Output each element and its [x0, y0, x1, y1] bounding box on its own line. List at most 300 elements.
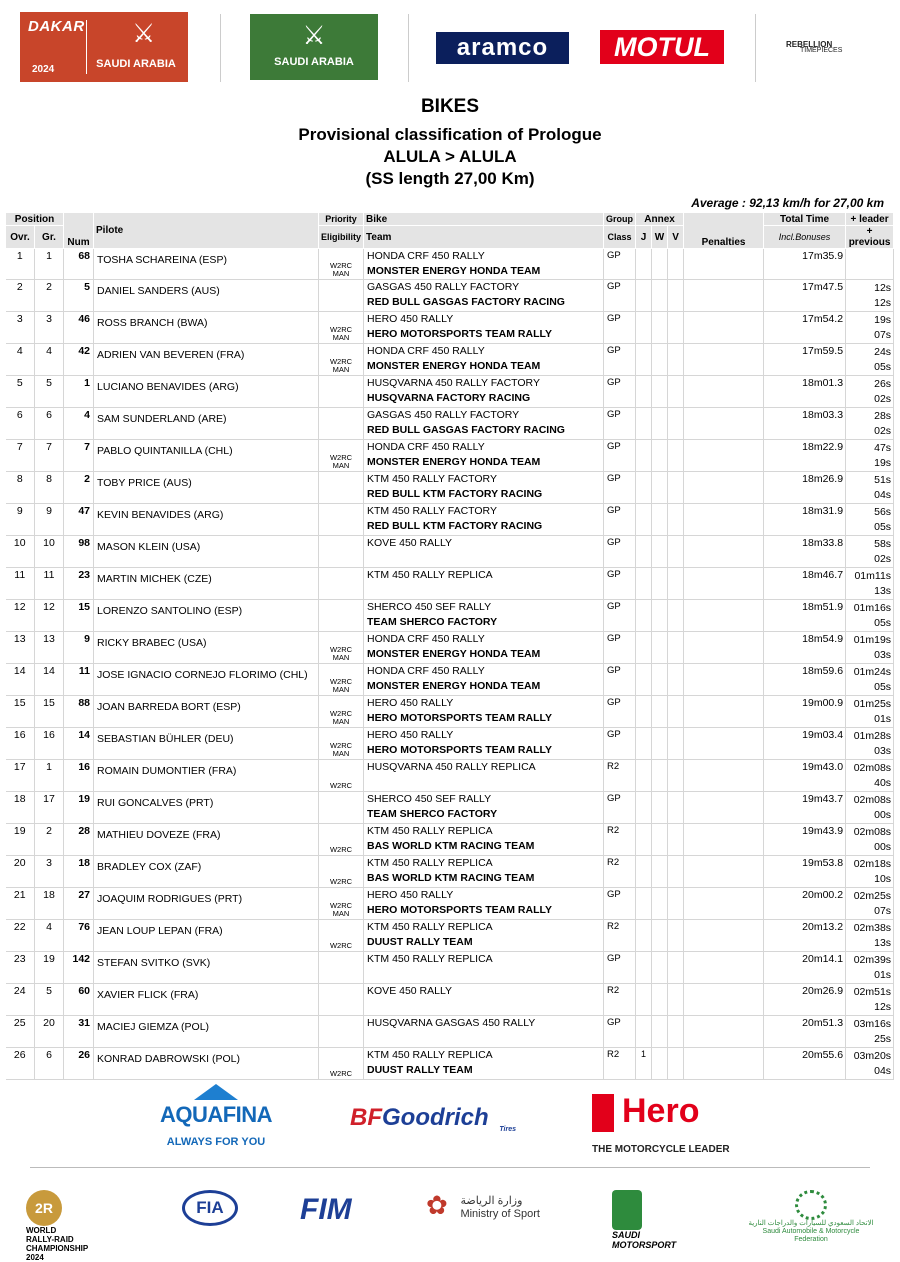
- saudi-motorsport-logo: [612, 1190, 708, 1250]
- table-row: [6, 312, 894, 344]
- header-divider: [755, 14, 756, 82]
- group-class: R2: [604, 824, 636, 856]
- race-number: 142: [64, 952, 94, 984]
- pilot-name: DANIEL SANDERS (AUS): [94, 280, 319, 312]
- table-row: [6, 984, 894, 1016]
- pilot-name: MARTIN MICHEK (CZE): [94, 568, 319, 600]
- priority-eligibility: [319, 440, 364, 472]
- group-position: 15: [35, 696, 64, 728]
- penalties: [684, 920, 764, 952]
- stage-length: (SS length 27,00 Km): [365, 169, 535, 188]
- group-class: GP: [604, 632, 636, 664]
- priority-eligibility: [319, 1016, 364, 1048]
- annex-j: [636, 376, 652, 408]
- annex-v: [668, 920, 684, 952]
- classification-table: [5, 212, 894, 1080]
- annex-j: 1: [636, 1048, 652, 1080]
- annex-j: [636, 952, 652, 984]
- team-name: TEAM SHERCO FACTORY: [367, 808, 498, 821]
- samf-english: Saudi Automobile & Motorcycle Federation: [762, 1228, 860, 1243]
- pilot-name: SEBASTIAN BÜHLER (DEU): [94, 728, 319, 760]
- group-class: GP: [604, 696, 636, 728]
- group-class: GP: [604, 664, 636, 696]
- team-name: HERO MOTORSPORTS TEAM RALLY: [367, 712, 552, 725]
- penalties: [684, 312, 764, 344]
- priority-label: W2RC: [329, 453, 353, 463]
- bike-model: HONDA CRF 450 RALLY: [367, 633, 485, 646]
- table-row: [6, 856, 894, 888]
- total-time: 18m46.7: [764, 568, 846, 600]
- overall-position: 19: [6, 824, 35, 856]
- group-position: 13: [35, 632, 64, 664]
- gap-to-previous: 10s: [874, 873, 892, 886]
- bike-team: [364, 632, 604, 664]
- gap-to-leader: 51s: [874, 474, 892, 487]
- gap-to-previous: 03s: [874, 649, 892, 662]
- gap-to-leader: 01m25s: [853, 698, 892, 711]
- table-row: [6, 632, 894, 664]
- gap-to-previous: 02s: [874, 425, 892, 438]
- penalties: [684, 568, 764, 600]
- gap-to-leader: 02m08s: [853, 794, 892, 807]
- class-header: Class: [604, 226, 636, 249]
- annex-w: [652, 696, 668, 728]
- table-row: [6, 280, 894, 312]
- race-number: 27: [64, 888, 94, 920]
- fia-name: FIA: [182, 1190, 238, 1226]
- stage-route: ALULA > ALULA: [383, 147, 517, 166]
- group-class: GP: [604, 472, 636, 504]
- bike-team: [364, 440, 604, 472]
- annex-v: [668, 824, 684, 856]
- group-class: GP: [604, 952, 636, 984]
- pilot-name: KEVIN BENAVIDES (ARG): [94, 504, 319, 536]
- gap-to-previous: 01s: [874, 969, 892, 982]
- race-number: 2: [64, 472, 94, 504]
- penalties: [684, 728, 764, 760]
- bike-team: [364, 1048, 604, 1080]
- bike-team: [364, 856, 604, 888]
- ministry-of-sport-logo: [426, 1190, 562, 1234]
- annex-v: [668, 696, 684, 728]
- total-time: 18m26.9: [764, 472, 846, 504]
- position-header: Position: [6, 213, 64, 226]
- gap: [846, 888, 894, 920]
- priority-sub-label: MAN: [332, 908, 350, 918]
- bike-team: [364, 536, 604, 568]
- gr-header: Gr.: [35, 226, 64, 249]
- team-name: RED BULL GASGAS FACTORY RACING: [367, 296, 565, 309]
- annex-j-header: J: [636, 226, 652, 249]
- race-number: 88: [64, 696, 94, 728]
- annex-w: [652, 888, 668, 920]
- category-title: BIKES: [420, 96, 480, 117]
- leader-header: + leader: [846, 213, 894, 226]
- bike-team: [364, 408, 604, 440]
- fim-logo: FIM: [300, 1193, 352, 1226]
- gap: [846, 536, 894, 568]
- total-time: 19m43.0: [764, 760, 846, 792]
- bike-team: [364, 792, 604, 824]
- bike-model: KOVE 450 RALLY: [367, 985, 453, 998]
- gap-to-previous: 12s: [874, 297, 892, 310]
- gap: [846, 440, 894, 472]
- team-name: DUUST RALLY TEAM: [367, 936, 473, 949]
- annex-v: [668, 568, 684, 600]
- penalties: [684, 344, 764, 376]
- race-number: 19: [64, 792, 94, 824]
- total-time: 20m51.3: [764, 1016, 846, 1048]
- gap-to-leader: 28s: [874, 410, 892, 423]
- annex-w: [652, 536, 668, 568]
- gap-to-previous: 05s: [874, 521, 892, 534]
- bike-model: KTM 450 RALLY REPLICA: [367, 1049, 493, 1062]
- bike-model: KOVE 450 RALLY: [367, 537, 453, 550]
- gap: [846, 1016, 894, 1048]
- annex-v: [668, 888, 684, 920]
- footer-divider: [30, 1167, 870, 1168]
- annex-w: [652, 952, 668, 984]
- classification-title: Provisional classification of Prologue: [298, 125, 602, 144]
- annex-w: [652, 600, 668, 632]
- annex-w: [652, 376, 668, 408]
- race-number: 5: [64, 280, 94, 312]
- group-position: 3: [35, 312, 64, 344]
- penalties: [684, 1048, 764, 1080]
- penalties: [684, 888, 764, 920]
- bike-team: [364, 952, 604, 984]
- group-position: 5: [35, 984, 64, 1016]
- bike-model: HERO 450 RALLY: [367, 313, 454, 326]
- average-speed: Average : 92,13 km/h for 27,00 km: [691, 196, 884, 210]
- group-position: 9: [35, 504, 64, 536]
- annex-j: [636, 408, 652, 440]
- bfgoodrich-goodrich: Goodrich: [382, 1104, 489, 1131]
- table-row: [6, 472, 894, 504]
- annex-v: [668, 1016, 684, 1048]
- saudi-arabia-label: SAUDI ARABIA: [274, 56, 354, 68]
- annex-w: [652, 408, 668, 440]
- gap: [846, 856, 894, 888]
- priority-label: W2RC: [329, 780, 353, 790]
- priority-eligibility: [319, 984, 364, 1016]
- group-position: 2: [35, 824, 64, 856]
- annex-header: Annex: [636, 213, 684, 226]
- pilot-name: JOSE IGNACIO CORNEJO FLORIMO (CHL): [94, 664, 319, 696]
- aquafina-name: AQUAFINA: [159, 1102, 273, 1127]
- gap: [846, 728, 894, 760]
- pilot-name: TOSHA SCHAREINA (ESP): [94, 249, 319, 280]
- table-row: [6, 536, 894, 568]
- priority-eligibility: [319, 664, 364, 696]
- table-row: [6, 600, 894, 632]
- annex-v: [668, 632, 684, 664]
- gap: [846, 760, 894, 792]
- total-time: 20m13.2: [764, 920, 846, 952]
- priority-sub-label: MAN: [332, 652, 350, 662]
- annex-j: [636, 888, 652, 920]
- race-number: 31: [64, 1016, 94, 1048]
- priority-eligibility: [319, 536, 364, 568]
- header-divider: [220, 14, 221, 82]
- penalties: [684, 696, 764, 728]
- total-time: 20m14.1: [764, 952, 846, 984]
- gap: [846, 504, 894, 536]
- bike-team: [364, 504, 604, 536]
- race-number: 28: [64, 824, 94, 856]
- world-rally-raid-logo: [26, 1190, 126, 1262]
- hero-tagline: THE MOTORCYCLE LEADER: [592, 1144, 730, 1156]
- priority-sub-label: MAN: [332, 268, 350, 278]
- priority-eligibility: [319, 760, 364, 792]
- team-header: Team: [364, 226, 604, 249]
- table-row: [6, 952, 894, 984]
- total-time: 17m59.5: [764, 344, 846, 376]
- gap-to-leader: 01m16s: [853, 602, 892, 615]
- race-number: 46: [64, 312, 94, 344]
- priority-eligibility: [319, 952, 364, 984]
- samf-logo: [748, 1190, 874, 1243]
- group-class: R2: [604, 984, 636, 1016]
- race-number: 4: [64, 408, 94, 440]
- priority-eligibility: [319, 344, 364, 376]
- annex-w: [652, 824, 668, 856]
- group-position: 6: [35, 408, 64, 440]
- penalties: [684, 856, 764, 888]
- priority-label: W2RC: [329, 325, 353, 335]
- annex-w: [652, 1016, 668, 1048]
- group-position: 5: [35, 376, 64, 408]
- race-number: 23: [64, 568, 94, 600]
- group-class: R2: [604, 920, 636, 952]
- gap-to-leader: 03m20s: [853, 1050, 892, 1063]
- gap-to-leader: 02m38s: [853, 922, 892, 935]
- priority-eligibility: [319, 728, 364, 760]
- annex-v: [668, 792, 684, 824]
- annex-w: [652, 1048, 668, 1080]
- gap-to-previous: 25s: [874, 1033, 892, 1046]
- overall-position: 12: [6, 600, 35, 632]
- saudi-motorsport-l1: SAUDI: [612, 1230, 641, 1240]
- group-class: GP: [604, 728, 636, 760]
- bike-model: HONDA CRF 450 RALLY: [367, 345, 485, 358]
- priority-eligibility: [319, 376, 364, 408]
- group-class: GP: [604, 536, 636, 568]
- gap-to-leader: 24s: [874, 346, 892, 359]
- total-time: 18m59.6: [764, 664, 846, 696]
- total-time: 17m47.5: [764, 280, 846, 312]
- priority-label: W2RC: [329, 940, 353, 950]
- bike-team: [364, 312, 604, 344]
- pilot-name: STEFAN SVITKO (SVK): [94, 952, 319, 984]
- gap: [846, 376, 894, 408]
- samf-emblem-icon: [795, 1190, 827, 1220]
- annex-v: [668, 728, 684, 760]
- bike-header: Bike: [364, 213, 604, 226]
- annex-w: [652, 344, 668, 376]
- total-time: 19m03.4: [764, 728, 846, 760]
- race-number: 60: [64, 984, 94, 1016]
- pilote-header: Pilote: [94, 213, 319, 249]
- gap-to-previous: 13s: [874, 937, 892, 950]
- annex-v: [668, 600, 684, 632]
- gap-to-leader: 02m39s: [853, 954, 892, 967]
- total-time-header: Total Time: [764, 213, 846, 226]
- team-name: HERO MOTORSPORTS TEAM RALLY: [367, 328, 552, 341]
- hero-h-icon: [592, 1094, 614, 1132]
- team-name: HUSQVARNA FACTORY RACING: [367, 392, 531, 405]
- gap-to-leader: 58s: [874, 538, 892, 551]
- bike-team: [364, 920, 604, 952]
- priority-label: W2RC: [329, 677, 353, 687]
- bike-team: [364, 344, 604, 376]
- dakar-year: 2024: [32, 64, 55, 75]
- overall-position: 5: [6, 376, 35, 408]
- bike-team: [364, 888, 604, 920]
- gap-to-leader: 56s: [874, 506, 892, 519]
- table-row: [6, 888, 894, 920]
- group-position: 8: [35, 472, 64, 504]
- race-number: 42: [64, 344, 94, 376]
- bfgoodrich-bf: BF: [350, 1104, 382, 1131]
- table-row: [6, 696, 894, 728]
- group-class: GP: [604, 376, 636, 408]
- annex-j: [636, 1016, 652, 1048]
- annex-v: [668, 472, 684, 504]
- priority-sub-label: MAN: [332, 364, 350, 374]
- gap: [846, 600, 894, 632]
- motul-logo: MOTUL: [600, 30, 724, 64]
- bike-model: KTM 450 RALLY REPLICA: [367, 857, 493, 870]
- bike-team: [364, 472, 604, 504]
- priority-sub-label: MAN: [332, 332, 350, 342]
- group-class: R2: [604, 856, 636, 888]
- penalties: [684, 504, 764, 536]
- overall-position: 21: [6, 888, 35, 920]
- annex-w: [652, 632, 668, 664]
- annex-v: [668, 664, 684, 696]
- annex-w: [652, 920, 668, 952]
- race-number: 15: [64, 600, 94, 632]
- gap-to-previous: 05s: [874, 681, 892, 694]
- bike-model: HONDA CRF 450 RALLY: [367, 665, 485, 678]
- table-row: [6, 664, 894, 696]
- total-time: 18m31.9: [764, 504, 846, 536]
- priority-eligibility: [319, 696, 364, 728]
- ministry-arabic: وزارة الرياضة: [460, 1195, 523, 1207]
- annex-j: [636, 312, 652, 344]
- eligibility-header: Eligibility: [319, 226, 364, 249]
- priority-eligibility: [319, 472, 364, 504]
- priority-eligibility: [319, 600, 364, 632]
- annex-w: [652, 568, 668, 600]
- overall-position: 10: [6, 536, 35, 568]
- incl-bonuses-header: Incl.Bonuses: [764, 226, 846, 249]
- rally-raid-l3: CHAMPIONSHIP: [26, 1244, 89, 1253]
- table-row: [6, 408, 894, 440]
- group-position: 6: [35, 1048, 64, 1080]
- dakar-country: SAUDI ARABIA: [96, 58, 176, 70]
- mountain-icon: [194, 1084, 238, 1100]
- annex-j: [636, 344, 652, 376]
- gap-to-previous: 13s: [874, 585, 892, 598]
- penalties-header: Penalties: [684, 213, 764, 249]
- gap-to-leader: 01m28s: [853, 730, 892, 743]
- total-time: 18m03.3: [764, 408, 846, 440]
- group-class: R2: [604, 760, 636, 792]
- gap: [846, 696, 894, 728]
- gap: [846, 664, 894, 696]
- overall-position: 15: [6, 696, 35, 728]
- bike-model: KTM 450 RALLY FACTORY: [367, 505, 497, 518]
- total-time: 18m33.8: [764, 536, 846, 568]
- priority-sub-label: MAN: [332, 716, 350, 726]
- gap-to-leader: 47s: [874, 442, 892, 455]
- team-name: HERO MOTORSPORTS TEAM RALLY: [367, 744, 552, 757]
- bike-team: [364, 1016, 604, 1048]
- bike-team: [364, 984, 604, 1016]
- pilot-name: ADRIEN VAN BEVEREN (FRA): [94, 344, 319, 376]
- annex-w: [652, 728, 668, 760]
- group-class: GP: [604, 504, 636, 536]
- pilot-name: ROMAIN DUMONTIER (FRA): [94, 760, 319, 792]
- annex-w: [652, 312, 668, 344]
- annex-w: [652, 504, 668, 536]
- priority-eligibility: [319, 856, 364, 888]
- group-position: 19: [35, 952, 64, 984]
- gap: [846, 312, 894, 344]
- rally-raid-l2: RALLY-RAID: [26, 1235, 74, 1244]
- annex-w: [652, 792, 668, 824]
- overall-position: 4: [6, 344, 35, 376]
- overall-position: 23: [6, 952, 35, 984]
- penalties: [684, 632, 764, 664]
- gap-to-previous: 02s: [874, 393, 892, 406]
- aramco-logo: aramco: [436, 32, 569, 64]
- samf-arabic: الاتحاد السعودي للسيارات والدراجات النارية: [748, 1220, 874, 1227]
- bike-model: KTM 450 RALLY REPLICA: [367, 953, 493, 966]
- group-position: 14: [35, 664, 64, 696]
- priority-eligibility: [319, 408, 364, 440]
- gap-to-previous: 04s: [874, 1065, 892, 1078]
- bike-model: GASGAS 450 RALLY FACTORY: [367, 281, 520, 294]
- overall-position: 7: [6, 440, 35, 472]
- pilot-name: LUCIANO BENAVIDES (ARG): [94, 376, 319, 408]
- gap-to-leader: 01m19s: [853, 634, 892, 647]
- total-time: 20m55.6: [764, 1048, 846, 1080]
- annex-j: [636, 696, 652, 728]
- priority-eligibility: [319, 792, 364, 824]
- race-number: 14: [64, 728, 94, 760]
- gap: [846, 920, 894, 952]
- annex-j: [636, 824, 652, 856]
- annex-v: [668, 1048, 684, 1080]
- dakar-saudi-logo: [20, 12, 188, 82]
- bike-model: HERO 450 RALLY: [367, 729, 454, 742]
- annex-j: [636, 472, 652, 504]
- penalties: [684, 792, 764, 824]
- gap: [846, 344, 894, 376]
- gap-to-leader: 01m11s: [854, 570, 892, 583]
- annex-j: [636, 760, 652, 792]
- race-number: 16: [64, 760, 94, 792]
- priority-eligibility: [319, 249, 364, 280]
- pilot-name: JEAN LOUP LEPAN (FRA): [94, 920, 319, 952]
- group-position: 16: [35, 728, 64, 760]
- gap-to-previous: 19s: [874, 457, 892, 470]
- team-name: MONSTER ENERGY HONDA TEAM: [367, 648, 541, 661]
- header-divider: [408, 14, 409, 82]
